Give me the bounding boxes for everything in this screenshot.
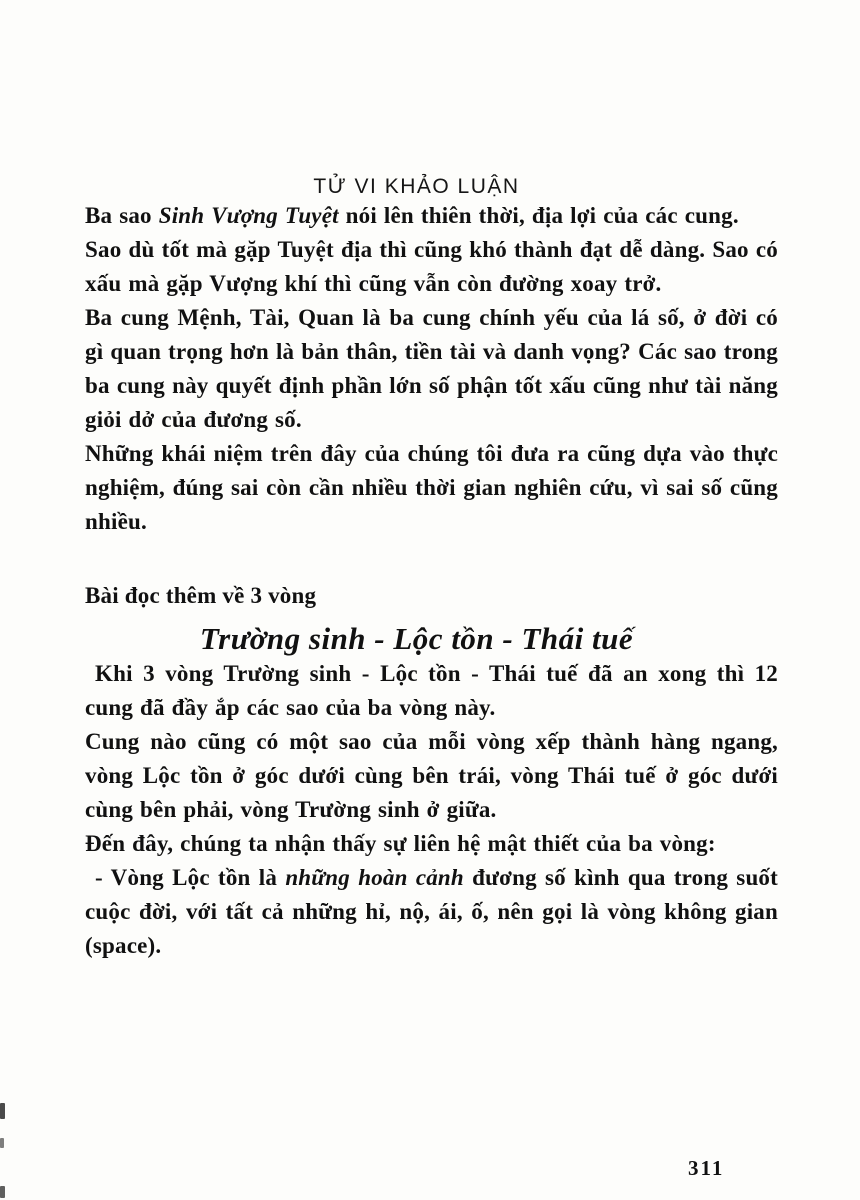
- italic-hoan-canh: những hoàn cảnh: [285, 865, 464, 890]
- running-header: TỬ VI KHẢO LUẬN: [313, 175, 520, 198]
- paragraph-sao-tot-xau: Sao dù tốt mà gặp Tuyệt địa thì cũng khó thành đạt dễ dàng. Sao có xấu mà gặp Vượng khí thì cũng vẫn còn đường xoay trở.: [85, 237, 778, 296]
- paragraph-text: - Vòng Lộc tồn là: [95, 865, 286, 890]
- scan-artifact: [0, 1138, 4, 1148]
- scan-artifact: [0, 1186, 5, 1198]
- page-number: 311: [688, 1156, 725, 1180]
- paragraph-ba-cung: Ba cung Mệnh, Tài, Quan là ba cung chính yếu của lá số, ở đời có gì quan trọng hơn là bản thân, tiền tài và danh vọng? Các sao trong ba cung này quyết định phần lớn số phận tốt xấu cũng như tài năng giỏi dở của đương số.: [85, 305, 778, 432]
- section-title-truong-sinh-loc-ton-thai-tue: Trường sinh - Lộc tồn - Thái tuế: [199, 621, 634, 656]
- scan-artifact: [0, 1103, 5, 1119]
- paragraph-text: Ba sao: [85, 203, 159, 228]
- paragraph-text: nói lên thiên thời, địa lợi của các cung.: [338, 203, 739, 228]
- section-heading-bai-doc-them: Bài đọc thêm về 3 vòng: [85, 583, 317, 608]
- paragraph-khi-3-vong: Khi 3 vòng Trường sinh - Lộc tồn - Thái tuế đã an xong thì 12 cung đã đầy ắp các sao của ba vòng này.: [85, 661, 778, 720]
- paragraph-sinh-vuong-tuyet: [85, 199, 778, 233]
- paragraph-text: đương số kình qua trong suốt cuộc đời, với tất cả những hỉ, nộ, ái, ố, nên gọi là vòng không gian (space).: [85, 865, 778, 958]
- paragraph-den-day: Đến đây, chúng ta nhận thấy sự liên hệ mật thiết của ba vòng:: [85, 831, 716, 856]
- paragraph-khai-niem: Những khái niệm trên đây của chúng tôi đưa ra cũng dựa vào thực nghiệm, đúng sai còn cần nhiều thời gian nghiên cứu, vì sai số cũng nhiều.: [85, 441, 778, 534]
- paragraph-cung-nao: Cung nào cũng có một sao của mỗi vòng xếp thành hàng ngang, vòng Lộc tồn ở góc dưới cùng bên trái, vòng Thái tuế ở góc dưới cùng bên phải, vòng Trường sinh ở giữa.: [85, 729, 778, 822]
- italic-star-names: Sinh Vượng Tuyệt: [158, 203, 339, 228]
- paragraph-vong-loc-ton: [85, 861, 778, 963]
